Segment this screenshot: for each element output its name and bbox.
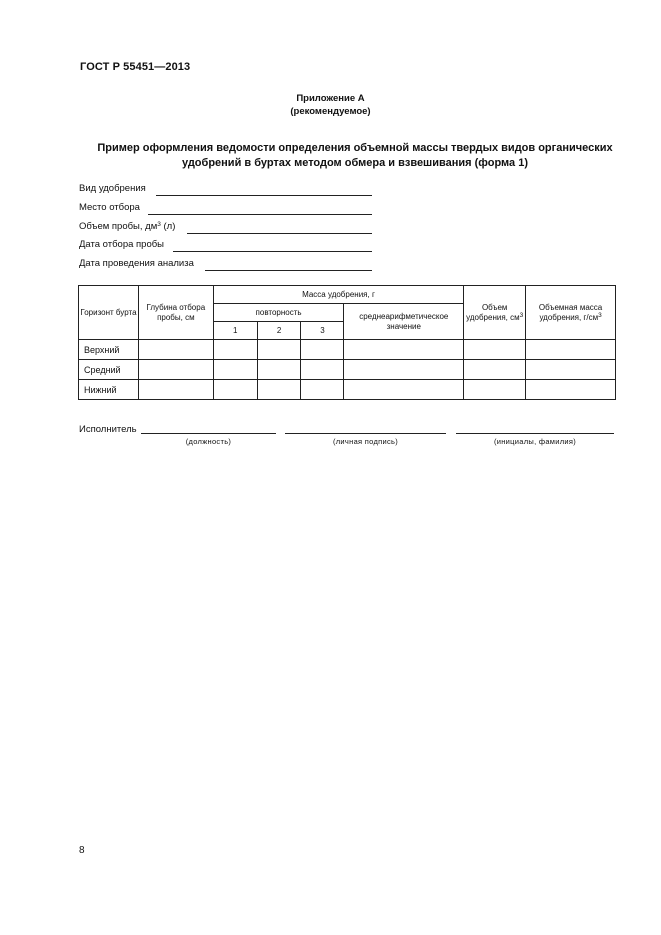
header-mean: среднеарифметическое значение bbox=[344, 304, 464, 340]
page-number: 8 bbox=[79, 845, 85, 856]
table-cell[interactable] bbox=[257, 360, 301, 380]
header-repeat-3: 3 bbox=[301, 322, 344, 340]
table-row bbox=[79, 380, 616, 400]
header-repeat-1: 1 bbox=[213, 322, 257, 340]
header-horizon: Горизонт бурта bbox=[79, 286, 139, 340]
field-sampling-place bbox=[79, 202, 140, 216]
signature-caption-name: (инициалы, фамилия) bbox=[493, 437, 577, 446]
field-fertilizer-type bbox=[79, 183, 146, 197]
table-row bbox=[79, 360, 616, 380]
table-cell[interactable] bbox=[213, 380, 257, 400]
table-cell[interactable] bbox=[344, 340, 464, 360]
row-horizon-label: Верхний bbox=[79, 340, 139, 360]
header-depth: Глубина отбора пробы, см bbox=[138, 286, 213, 340]
header-volume: Объем удобрения, $см^3$ bbox=[464, 286, 526, 340]
table-cell[interactable] bbox=[301, 380, 344, 400]
field-label: Дата отбора пробы bbox=[79, 239, 165, 250]
field-analysis-date bbox=[79, 258, 194, 272]
row-horizon-label: Нижний bbox=[79, 380, 139, 400]
sample-table bbox=[78, 285, 616, 400]
table-cell[interactable] bbox=[138, 380, 213, 400]
field-analysis-date-input[interactable] bbox=[205, 270, 372, 271]
row-horizon-label: Средний bbox=[79, 360, 139, 380]
table-cell[interactable] bbox=[213, 340, 257, 360]
header-density: Объемная масса удобрения, $г/см^3$ bbox=[526, 286, 616, 340]
annex-name: Приложение А bbox=[296, 93, 365, 104]
field-label: Объем пробы, $дм^3$ (л) bbox=[79, 221, 176, 232]
annex-title bbox=[0, 92, 661, 118]
table-cell[interactable] bbox=[257, 340, 301, 360]
field-fertilizer-type-input[interactable] bbox=[156, 195, 372, 196]
form-heading-line-2: удобрений в буртах методом обмера и взвешивания (форма 1) bbox=[181, 157, 528, 169]
table-cell[interactable] bbox=[344, 360, 464, 380]
table-cell[interactable] bbox=[257, 380, 301, 400]
table-cell[interactable] bbox=[301, 360, 344, 380]
table-cell[interactable] bbox=[301, 340, 344, 360]
field-sample-volume-input[interactable] bbox=[187, 233, 372, 234]
document-code: ГОСТ Р 55451—2013 bbox=[80, 61, 191, 73]
table-cell[interactable] bbox=[464, 380, 526, 400]
table-cell[interactable] bbox=[138, 360, 213, 380]
table-row bbox=[79, 340, 616, 360]
annex-status: (рекомендуемое) bbox=[290, 106, 371, 117]
form-heading bbox=[75, 141, 635, 171]
signature-position-line[interactable] bbox=[141, 433, 276, 434]
form-heading-line-1: Пример оформления ведомости определения объемной массы твердых видов органических bbox=[97, 142, 613, 154]
header-repeat: повторность bbox=[213, 304, 344, 322]
signature-name-line[interactable] bbox=[456, 433, 614, 434]
field-sampling-date-input[interactable] bbox=[173, 251, 372, 252]
table-cell[interactable] bbox=[526, 360, 616, 380]
field-label: Место отбора bbox=[79, 202, 140, 213]
table-cell[interactable] bbox=[464, 360, 526, 380]
table-cell[interactable] bbox=[464, 340, 526, 360]
table-cell[interactable] bbox=[138, 340, 213, 360]
header-mass: Масса удобрения, г bbox=[213, 286, 464, 304]
signature-sign-line[interactable] bbox=[285, 433, 446, 434]
signature-caption-position: (должность) bbox=[185, 437, 232, 446]
field-sampling-date bbox=[79, 239, 164, 253]
table-cell[interactable] bbox=[526, 340, 616, 360]
table-cell[interactable] bbox=[213, 360, 257, 380]
field-sampling-place-input[interactable] bbox=[148, 214, 372, 215]
signature-caption-sign: (личная подпись) bbox=[332, 437, 399, 446]
field-label: Дата проведения анализа bbox=[79, 258, 194, 269]
signature-label: Исполнитель bbox=[79, 424, 137, 435]
field-sample-volume bbox=[79, 221, 175, 235]
field-label: Вид удобрения bbox=[79, 183, 146, 194]
table-cell[interactable] bbox=[344, 380, 464, 400]
table-cell[interactable] bbox=[526, 380, 616, 400]
header-repeat-2: 2 bbox=[257, 322, 301, 340]
